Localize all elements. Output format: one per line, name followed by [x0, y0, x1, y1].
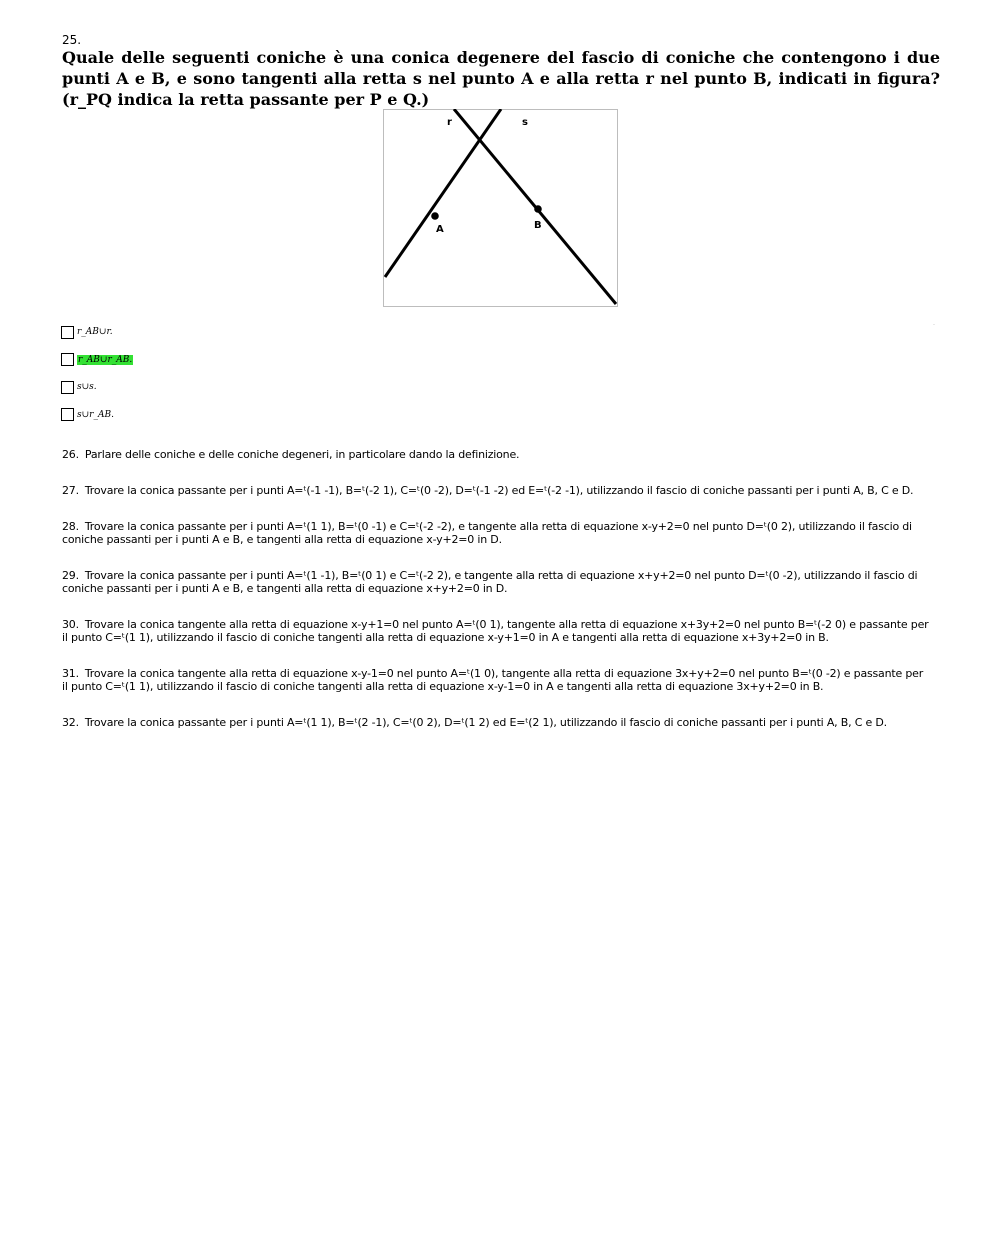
option-label: s∪r_AB. [77, 409, 114, 420]
label-a: A [436, 224, 444, 235]
exercise-item: 29. Trovare la conica passante per i punti A=ᵗ(1 -1), B=ᵗ(0 1) e C=ᵗ(-2 2), e tangente alla retta di equazione x+y+2=0 nel punto D=ᵗ(0 -2), utilizzando il fascio di coniche passanti per i punti A e B, e tangenti alla retta di equazione x+y+2=0 in D. [62, 569, 918, 595]
option-checkbox[interactable] [61, 408, 74, 421]
option-checkbox[interactable] [61, 326, 74, 339]
answer-options [61, 322, 133, 432]
figure-frame [384, 110, 618, 307]
option-label: r_AB∪r. [77, 327, 113, 337]
conic-figure [383, 109, 618, 307]
option-label: s∪s. [77, 382, 97, 392]
exercise-item: 28. Trovare la conica passante per i punti A=ᵗ(1 1), B=ᵗ(0 -1) e C=ᵗ(-2 -2), e tangente alla retta di equazione x-y+2=0 nel punto D=ᵗ(0 2), utilizzando il fascio di coniche passanti per i punti A e B, e tangenti alla retta di equazione x-y+2=0 in D. [62, 520, 912, 546]
exercise-item: 27. Trovare la conica passante per i punti A=ᵗ(-1 -1), B=ᵗ(-2 1), C=ᵗ(0 -2), D=ᵗ(-1 -2) ed E=ᵗ(-2 -1), utilizzando il fascio di coniche passanti per i punti A, B, C e D. [62, 484, 914, 497]
label-r: r [447, 117, 452, 128]
question-number: 25. [62, 33, 82, 47]
stray-mark: · [933, 322, 935, 328]
option-3[interactable] [61, 377, 133, 397]
exercise-item: 31. Trovare la conica tangente alla retta di equazione x-y-1=0 nel punto A=ᵗ(1 0), tangente alla retta di equazione 3x+y+2=0 nel punto B=ᵗ(0 -2) e passante per il punto C=ᵗ(1 1), utilizzando il fascio di coniche tangenti alla retta di equazione x-y-1=0 in A e tangenti alla retta di equazione 3x+y+2=0 in B. [62, 667, 924, 693]
option-checkbox[interactable] [61, 353, 74, 366]
option-1[interactable] [61, 322, 133, 342]
label-s: s [522, 117, 528, 128]
option-2[interactable] [61, 350, 133, 370]
point-a [431, 212, 439, 220]
exercise-list [62, 448, 932, 752]
option-checkbox[interactable] [61, 381, 74, 394]
option-4[interactable] [61, 405, 133, 425]
exercise-item: 30. Trovare la conica tangente alla retta di equazione x-y+1=0 nel punto A=ᵗ(0 1), tangente alla retta di equazione x+3y+2=0 nel punto B=ᵗ(-2 0) e passante per il punto C=ᵗ(1 1), utilizzando il fascio di coniche tangenti alla retta di equazione x-y+1=0 in A e tangenti alla retta di equazione x+3y+2=0 in B. [62, 618, 929, 644]
question-text: Quale delle seguenti coniche è una conica degenere del fascio di coniche che contengono i due punti A e B, e sono tangenti alla retta s nel punto A e alla retta r nel punto B, indicati in figura? (r_PQ indica la retta passante per P e Q.) [62, 48, 940, 109]
exercise-item: 26. Parlare delle coniche e delle coniche degeneri, in particolare dando la definizione. [62, 448, 520, 461]
point-b [534, 205, 542, 213]
label-b: B [534, 220, 542, 231]
option-label-highlighted: r_AB∪r_AB. [78, 354, 133, 365]
exercise-item: 32. Trovare la conica passante per i punti A=ᵗ(1 1), B=ᵗ(2 -1), C=ᵗ(0 2), D=ᵗ(1 2) ed E=ᵗ(2 1), utilizzando il fascio di coniche passanti per i punti A, B, C e D. [62, 716, 887, 729]
